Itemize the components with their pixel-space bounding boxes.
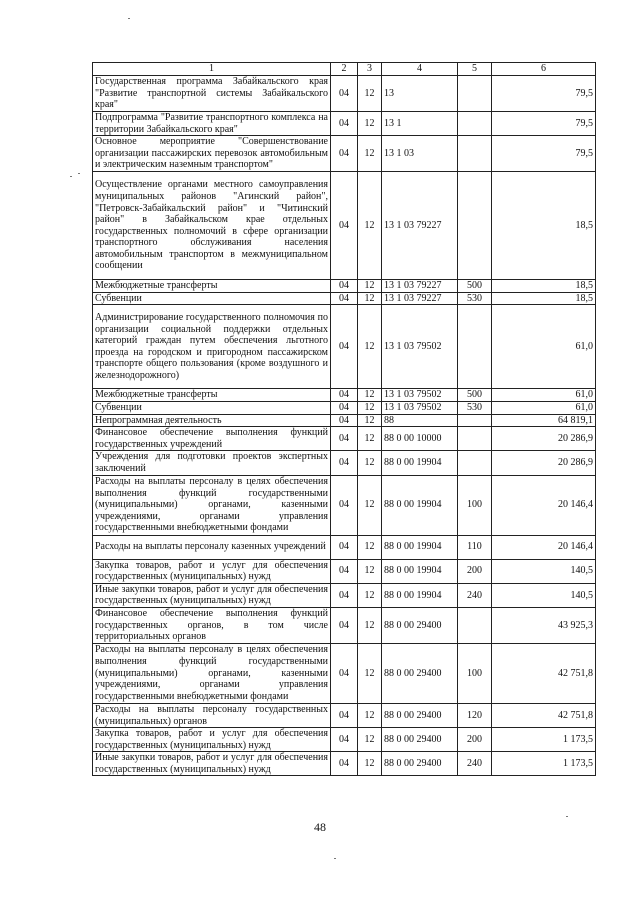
row-target-article: 13 (382, 76, 458, 112)
row-name: Осуществление органами местного самоуправления муниципальных районов "Агинский район", "Петровск-Забайкальский район" и "Читинский район" в Забайкальском крае отдельных государственных полномочий в сфере организации транспортного обслуживания населения автомобильным транспортом в межмуниципальном сообщении (93, 172, 331, 280)
row-section: 04 (331, 112, 358, 136)
row-section: 04 (331, 583, 358, 607)
row-section: 04 (331, 703, 358, 727)
row-name: Расходы на выплаты персоналу казенных учреждений (93, 535, 331, 559)
page-number: 48 (314, 820, 326, 834)
scan-speck (334, 858, 336, 859)
row-expense-type: 200 (458, 559, 492, 583)
row-section: 04 (331, 401, 358, 414)
row-subsection: 12 (358, 112, 382, 136)
row-target-article: 88 0 00 10000 (382, 427, 458, 451)
table-row (93, 76, 596, 112)
table-row (93, 280, 596, 293)
row-target-article: 88 0 00 29400 (382, 703, 458, 727)
row-subsection: 12 (358, 451, 382, 475)
row-name: Расходы на выплаты персоналу в целях обеспечения выполнения функций государственными (муниципальными) органами, казенными учреждениями, органами управления государственными внебюджетными фондами (93, 643, 331, 703)
header-row (93, 63, 596, 76)
row-target-article: 88 0 00 19904 (382, 559, 458, 583)
row-expense-type: 500 (458, 280, 492, 293)
row-amount: 140,5 (492, 583, 596, 607)
row-section: 04 (331, 305, 358, 389)
row-name: Финансовое обеспечение выполнения функций государственных органов, в том числе территориальных органов (93, 607, 331, 643)
row-name: Администрирование государственного полномочия по организации социальной поддержки отдельных категорий граждан путем обеспечения льготного проезда на городском и пригородном пассажирском транспорте общего пользования (кроме воздушного и железнодорожного) (93, 305, 331, 389)
row-target-article: 88 0 00 19904 (382, 451, 458, 475)
row-name: Основное мероприятие "Совершенствование организации пассажирских перевозок автомобильным и электрическим наземным транспортом" (93, 136, 331, 172)
row-amount: 18,5 (492, 292, 596, 305)
row-subsection: 12 (358, 703, 382, 727)
row-section: 04 (331, 280, 358, 293)
row-expense-type: 110 (458, 535, 492, 559)
row-amount: 20 146,4 (492, 475, 596, 535)
row-expense-type (458, 305, 492, 389)
scan-speck (128, 18, 130, 19)
row-subsection: 12 (358, 728, 382, 752)
row-name: Межбюджетные трансферты (93, 389, 331, 402)
row-name: Субвенции (93, 292, 331, 305)
row-amount: 18,5 (492, 172, 596, 280)
row-expense-type: 240 (458, 583, 492, 607)
row-subsection: 12 (358, 752, 382, 776)
row-section: 04 (331, 76, 358, 112)
row-amount: 20 286,9 (492, 451, 596, 475)
table-row (93, 172, 596, 280)
row-name: Межбюджетные трансферты (93, 280, 331, 293)
column-header-1: 1 (93, 63, 331, 76)
row-amount: 61,0 (492, 389, 596, 402)
table-row (93, 475, 596, 535)
row-subsection: 12 (358, 389, 382, 402)
row-name: Непрограммная деятельность (93, 414, 331, 427)
row-name: Расходы на выплаты персоналу в целях обеспечения выполнения функций государственными (муниципальными) органами, казенными учреждениями, органами управления государственными внебюджетными фондами (93, 475, 331, 535)
row-amount: 18,5 (492, 280, 596, 293)
row-name: Иные закупки товаров, работ и услуг для обеспечения государственных (муниципальных) нужд (93, 583, 331, 607)
row-section: 04 (331, 559, 358, 583)
row-name: Закупка товаров, работ и услуг для обеспечения государственных (муниципальных) нужд (93, 728, 331, 752)
row-expense-type (458, 414, 492, 427)
table-row (93, 305, 596, 389)
table-row (93, 643, 596, 703)
row-name: Финансовое обеспечение выполнения функций государственных учреждений (93, 427, 331, 451)
row-expense-type (458, 427, 492, 451)
row-subsection: 12 (358, 305, 382, 389)
table-row (93, 414, 596, 427)
row-section: 04 (331, 752, 358, 776)
scan-speck (78, 173, 80, 174)
budget-table (92, 62, 596, 776)
scan-speck (70, 176, 72, 177)
row-target-article: 88 0 00 29400 (382, 607, 458, 643)
table-row (93, 728, 596, 752)
row-expense-type: 530 (458, 292, 492, 305)
row-amount: 20 286,9 (492, 427, 596, 451)
row-subsection: 12 (358, 535, 382, 559)
row-expense-type (458, 76, 492, 112)
row-target-article: 13 1 03 (382, 136, 458, 172)
row-section: 04 (331, 389, 358, 402)
row-section: 04 (331, 607, 358, 643)
row-section: 04 (331, 172, 358, 280)
row-target-article: 13 1 03 79502 (382, 401, 458, 414)
row-amount: 1 173,5 (492, 728, 596, 752)
row-amount: 79,5 (492, 112, 596, 136)
row-name: Закупка товаров, работ и услуг для обеспечения государственных (муниципальных) нужд (93, 559, 331, 583)
row-amount: 43 925,3 (492, 607, 596, 643)
row-expense-type: 240 (458, 752, 492, 776)
row-subsection: 12 (358, 607, 382, 643)
row-amount: 64 819,1 (492, 414, 596, 427)
row-name: Подпрограмма "Развитие транспортного комплекса на территории Забайкальского края" (93, 112, 331, 136)
table-row (93, 136, 596, 172)
table-row (93, 559, 596, 583)
row-subsection: 12 (358, 292, 382, 305)
row-section: 04 (331, 414, 358, 427)
table-row (93, 427, 596, 451)
row-expense-type: 100 (458, 643, 492, 703)
row-expense-type: 530 (458, 401, 492, 414)
table-row (93, 607, 596, 643)
row-expense-type (458, 136, 492, 172)
row-target-article: 88 (382, 414, 458, 427)
table-row (93, 112, 596, 136)
row-section: 04 (331, 292, 358, 305)
row-name: Иные закупки товаров, работ и услуг для обеспечения государственных (муниципальных) нужд (93, 752, 331, 776)
row-target-article: 13 1 03 79502 (382, 305, 458, 389)
row-target-article: 88 0 00 19904 (382, 475, 458, 535)
row-expense-type: 200 (458, 728, 492, 752)
row-name: Учреждения для подготовки проектов экспертных заключений (93, 451, 331, 475)
row-section: 04 (331, 728, 358, 752)
row-subsection: 12 (358, 427, 382, 451)
row-target-article: 13 1 03 79227 (382, 280, 458, 293)
row-target-article: 13 1 (382, 112, 458, 136)
row-subsection: 12 (358, 76, 382, 112)
row-section: 04 (331, 475, 358, 535)
row-expense-type (458, 607, 492, 643)
table-row (93, 703, 596, 727)
row-subsection: 12 (358, 136, 382, 172)
column-header-3: 3 (358, 63, 382, 76)
row-amount: 61,0 (492, 305, 596, 389)
column-header-6: 6 (492, 63, 596, 76)
row-name: Субвенции (93, 401, 331, 414)
table-row (93, 752, 596, 776)
column-header-2: 2 (331, 63, 358, 76)
row-name: Государственная программа Забайкальского края "Развитие транспортной системы Забайкальского края" (93, 76, 331, 112)
row-subsection: 12 (358, 643, 382, 703)
row-amount: 42 751,8 (492, 703, 596, 727)
row-target-article: 13 1 03 79227 (382, 172, 458, 280)
row-amount: 79,5 (492, 136, 596, 172)
row-target-article: 88 0 00 29400 (382, 728, 458, 752)
row-amount: 42 751,8 (492, 643, 596, 703)
row-section: 04 (331, 535, 358, 559)
table-row (93, 583, 596, 607)
row-target-article: 13 1 03 79502 (382, 389, 458, 402)
row-section: 04 (331, 643, 358, 703)
row-target-article: 13 1 03 79227 (382, 292, 458, 305)
row-expense-type (458, 451, 492, 475)
row-section: 04 (331, 136, 358, 172)
row-target-article: 88 0 00 29400 (382, 752, 458, 776)
row-target-article: 88 0 00 19904 (382, 535, 458, 559)
column-header-5: 5 (458, 63, 492, 76)
budget-sheet (92, 62, 595, 776)
row-expense-type: 120 (458, 703, 492, 727)
row-subsection: 12 (358, 172, 382, 280)
row-section: 04 (331, 451, 358, 475)
column-header-4: 4 (382, 63, 458, 76)
row-subsection: 12 (358, 414, 382, 427)
row-expense-type: 500 (458, 389, 492, 402)
table-row (93, 535, 596, 559)
row-expense-type: 100 (458, 475, 492, 535)
row-expense-type (458, 172, 492, 280)
row-name: Расходы на выплаты персоналу государственных (муниципальных) органов (93, 703, 331, 727)
row-amount: 1 173,5 (492, 752, 596, 776)
table-row (93, 389, 596, 402)
row-subsection: 12 (358, 475, 382, 535)
row-section: 04 (331, 427, 358, 451)
table-row (93, 292, 596, 305)
table-row (93, 401, 596, 414)
row-expense-type (458, 112, 492, 136)
table-row (93, 451, 596, 475)
row-amount: 61,0 (492, 401, 596, 414)
row-amount: 20 146,4 (492, 535, 596, 559)
row-target-article: 88 0 00 29400 (382, 643, 458, 703)
row-amount: 140,5 (492, 559, 596, 583)
scan-speck (566, 816, 568, 817)
row-subsection: 12 (358, 401, 382, 414)
row-target-article: 88 0 00 19904 (382, 583, 458, 607)
row-subsection: 12 (358, 280, 382, 293)
row-subsection: 12 (358, 559, 382, 583)
row-amount: 79,5 (492, 76, 596, 112)
row-subsection: 12 (358, 583, 382, 607)
